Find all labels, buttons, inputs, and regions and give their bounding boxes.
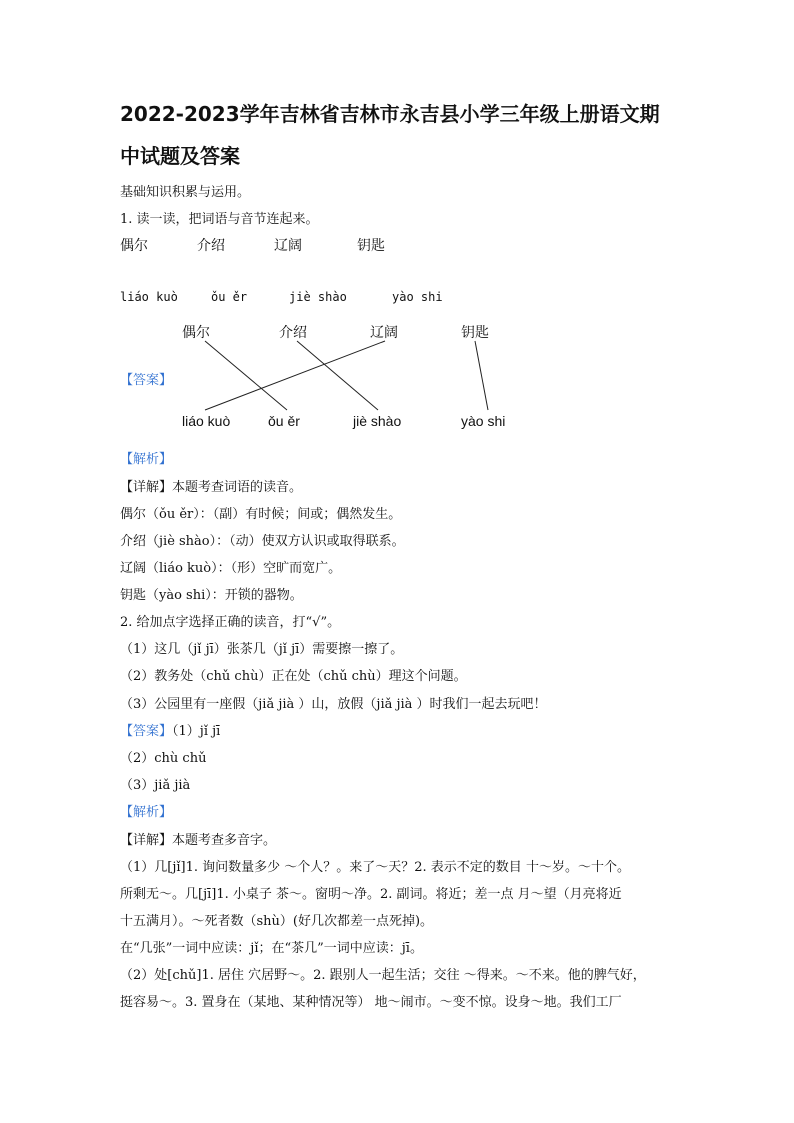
diagram-pinyin: yào shi	[461, 413, 506, 429]
q1-pinyin: jiè shào	[289, 290, 347, 304]
document-title-line1: 2022-2023学年吉林省吉林市永吉县小学三年级上册语文期	[120, 102, 660, 126]
q2-detail-line: 在“几张”一词中应读：jǐ；在“茶几”一词中应读：jī。	[120, 941, 423, 956]
document-title-line2: 中试题及答案	[120, 144, 240, 168]
q2-item: （1）这几（jǐ jī）张茶几（jǐ jī）需要擦一擦了。	[120, 642, 404, 657]
diagram-word: 钥匙	[461, 324, 489, 340]
q1-pinyin: liáo kuò	[120, 290, 178, 304]
analysis-label: 【解析】	[120, 805, 173, 820]
answer-label: 【答案】	[120, 724, 173, 739]
diagram-word: 辽阔	[370, 324, 398, 340]
q1-pinyin: yào shi	[392, 290, 443, 304]
diagram-word: 偶尔	[182, 324, 210, 340]
q1-word: 辽阔	[274, 238, 302, 254]
q1-detail-line: 【详解】本题考查词语的读音。	[120, 480, 303, 495]
q1-detail-line: 钥匙（yào shi）：开锁的器物。	[120, 588, 303, 603]
analysis-label: 【解析】	[120, 452, 173, 467]
q2-item: （2）教务处（chǔ chù）正在处（chǔ chù）理这个问题。	[120, 669, 467, 684]
q1-word: 介绍	[197, 238, 225, 254]
match-line	[475, 341, 488, 410]
q2-answer-line	[120, 720, 220, 739]
q2-detail-line: 十五满月）。～死者数（shù）(好几次都差一点死掉)。	[120, 914, 434, 929]
question-2-stem: 2. 给加点字选择正确的读音，打“√”。	[120, 615, 341, 630]
section-heading: 基础知识积累与运用。	[120, 185, 251, 200]
match-line	[205, 341, 287, 410]
q2-detail-line: 挺容易～。3. 置身在（某地、某种情况等） 地～闹市。～变不惊。设身～地。我们工厂	[120, 995, 622, 1010]
q1-detail-line: 辽阔（liáo kuò）：（形）空旷而宽广。	[120, 561, 342, 576]
match-line	[297, 341, 378, 410]
question-1-stem: 1. 读一读，把词语与音节连起来。	[120, 212, 319, 227]
diagram-pinyin: ǒu ěr	[268, 413, 300, 429]
q2-detail-line: （2）处[chǔ]1. 居住 穴居野～。2. 跟别人一起生活；交往 ～得来。～不来。他的脾气好，	[120, 968, 646, 983]
q1-detail-line: 偶尔（ǒu ěr）：（副）有时候；间或；偶然发生。	[120, 507, 402, 522]
q2-detail-line: （1）几[jǐ]1. 询问数量多少 ～个人？。来了～天？2. 表示不定的数目 十～岁。～十个。	[120, 860, 630, 875]
q2-answer-3: （3）jiǎ jià	[120, 778, 191, 793]
q2-answer-2: （2）chù chǔ	[120, 751, 207, 766]
q1-word: 钥匙	[357, 238, 385, 254]
q1-detail-line: 介绍（jiè shào）：（动）使双方认识或取得联系。	[120, 534, 405, 549]
q2-detail-line: 所剩无～。几[jī]1. 小桌子 茶～。窗明～净。2. 副词。将近；差一点 月～望（月亮将近	[120, 887, 622, 902]
q1-word: 偶尔	[120, 238, 148, 254]
q2-item: （3）公园里有一座假（jiǎ jià ）山，放假（jiǎ jià ）时我们一起去玩吧！	[120, 697, 547, 712]
q1-pinyin: ǒu ěr	[211, 290, 248, 304]
diagram-pinyin: jiè shào	[353, 413, 402, 429]
answer-label: 【答案】	[120, 373, 173, 388]
diagram-pinyin: liáo kuò	[182, 413, 231, 429]
diagram-word: 介绍	[279, 324, 307, 340]
match-line	[205, 341, 385, 410]
q2-answer-1: （1）jǐ jī	[172, 724, 221, 739]
q2-detail-line: 【详解】本题考查多音字。	[120, 833, 277, 848]
